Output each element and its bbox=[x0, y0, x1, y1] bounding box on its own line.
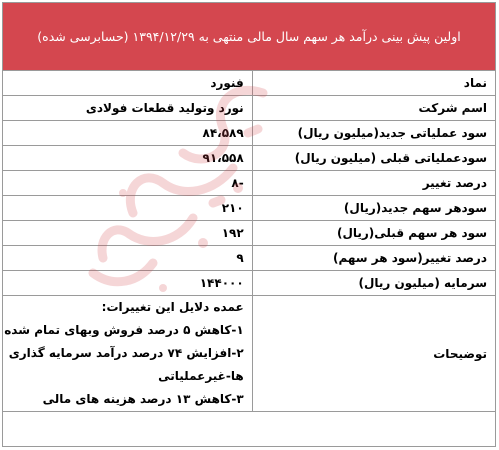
notes-line: ۲-افزایش ۷۴ درصد درآمد سرمایه گذاری bbox=[8, 346, 244, 360]
table-row bbox=[3, 146, 495, 171]
table-row bbox=[3, 246, 495, 271]
notes-line: عمده دلایل این تغییرات: bbox=[101, 300, 244, 314]
notes-line: ۱-کاهش ۵ درصد فروش وبهای تمام شده bbox=[4, 323, 244, 337]
notes-cell bbox=[3, 296, 252, 412]
table-row bbox=[3, 96, 495, 121]
forecast-table bbox=[3, 71, 495, 412]
row-value-new-operating-profit: ۸۴،۵۸۹ bbox=[3, 121, 252, 146]
header-value-cell: فنورد bbox=[3, 71, 252, 96]
row-value-company-name: نورد وتولید قطعات فولادی bbox=[3, 96, 252, 121]
notes-line: ۳-کاهش ۱۳ درصد هزینه های مالی bbox=[42, 392, 244, 406]
table-row bbox=[3, 221, 495, 246]
row-label-change-percent: درصد تغییر bbox=[252, 171, 495, 196]
row-label-eps-change-percent: درصد تغییر(سود هر سهم) bbox=[252, 246, 495, 271]
forecast-table-container bbox=[2, 2, 496, 447]
notes-row bbox=[3, 296, 495, 412]
table-row bbox=[3, 171, 495, 196]
table-title: اولین پیش بینی درآمد هر سهم سال مالی منتهی به ۱۳۹۴/۱۲/۲۹ (حسابرسی شده) bbox=[3, 3, 495, 71]
row-label-previous-operating-profit: سودعملیاتی قبلی (میلیون ریال) bbox=[252, 146, 495, 171]
row-value-previous-operating-profit: ۹۱،۵۵۸ bbox=[3, 146, 252, 171]
row-value-capital: ۱۴۴۰۰۰ bbox=[3, 271, 252, 296]
row-label-new-operating-profit: سود عملیاتی جدید(میلیون ریال) bbox=[252, 121, 495, 146]
header-label-cell: نماد bbox=[252, 71, 495, 96]
table-row bbox=[3, 121, 495, 146]
row-value-previous-eps: ۱۹۲ bbox=[3, 221, 252, 246]
row-label-previous-eps: سود هر سهم قبلی(ریال) bbox=[252, 221, 495, 246]
notes-line: ها-غیرعملیاتی bbox=[158, 369, 244, 383]
row-value-new-eps: ۲۱۰ bbox=[3, 196, 252, 221]
row-label-capital: سرمایه (میلیون ریال) bbox=[252, 271, 495, 296]
row-value-eps-change-percent: ۹ bbox=[3, 246, 252, 271]
row-label-company-name: اسم شرکت bbox=[252, 96, 495, 121]
notes-label-cell: توضیحات bbox=[252, 296, 495, 412]
table-row bbox=[3, 271, 495, 296]
row-value-change-percent: -۸ bbox=[3, 171, 252, 196]
table-header-row bbox=[3, 71, 495, 96]
table-row bbox=[3, 196, 495, 221]
row-label-new-eps: سودهر سهم جدید(ریال) bbox=[252, 196, 495, 221]
